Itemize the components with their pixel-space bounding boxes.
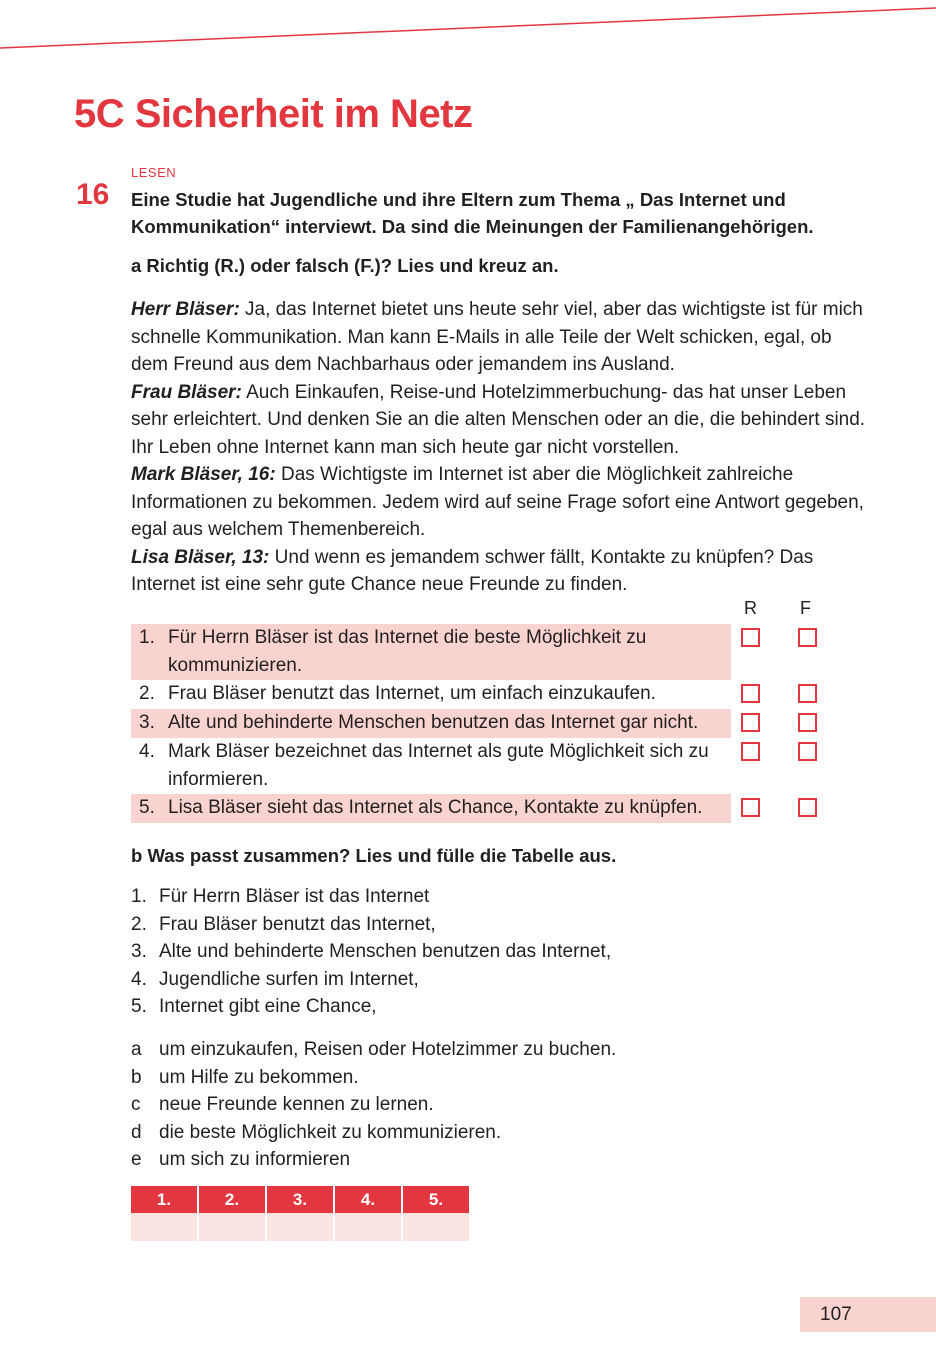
- statement-row: [131, 624, 831, 680]
- item-text: Internet gibt eine Chance,: [159, 996, 377, 1017]
- checkbox-richtig[interactable]: [741, 713, 760, 732]
- statement-row: [131, 680, 831, 709]
- top-rule-line: [0, 0, 936, 60]
- list-item: [131, 1036, 616, 1064]
- item-label: c: [131, 1094, 141, 1115]
- item-label: 2.: [131, 913, 147, 935]
- chapter-title: 5C Sicherheit im Netz: [74, 92, 473, 136]
- item-text: Frau Bläser benutzt das Internet,: [159, 913, 436, 935]
- speaker-label: Frau Bläser:: [131, 381, 242, 403]
- answer-table-header: 4.: [334, 1186, 402, 1213]
- item-text: neue Freunde kennen zu lernen.: [159, 1094, 434, 1115]
- answer-cell[interactable]: [402, 1213, 470, 1241]
- statement-content: Frau Bläser benutzt das Internet, um einfach einzukaufen.: [168, 683, 656, 704]
- answer-table-header: 1.: [131, 1186, 198, 1213]
- statement-text: [131, 624, 723, 680]
- item-text: Für Herrn Bläser ist das Internet: [159, 886, 430, 907]
- statement-number: 1.: [139, 627, 155, 648]
- task-b-instruction: b Was passt zusammen? Lies und fülle die Tabelle aus.: [131, 845, 617, 866]
- list-item: [131, 1064, 616, 1092]
- answer-table-header-row: [131, 1186, 470, 1213]
- exercise-number: 16: [76, 178, 110, 211]
- statement-text: [131, 680, 723, 708]
- column-header-richtig: R: [744, 598, 757, 618]
- task-a-instruction: a Richtig (R.) oder falsch (F.)? Lies und kreuz an.: [131, 255, 559, 276]
- speaker-label: Mark Bläser, 16:: [131, 464, 276, 485]
- answer-table-input-row: [131, 1213, 470, 1241]
- checkbox-richtig[interactable]: [741, 684, 760, 703]
- answer-cell[interactable]: [266, 1213, 334, 1241]
- list-item: [131, 1119, 616, 1147]
- speaker-text: Auch Einkaufen, Reise-und Hotelzimmerbuchung- das hat unser Leben sehr erleichtert. Und denken Sie an die alten Menschen oder an die, die behindert sind. Ihr Leben ohne Internet kann man sich heute gar nicht vorstellen.: [131, 381, 866, 458]
- checkbox-falsch[interactable]: [798, 684, 817, 703]
- reading-text: [131, 296, 871, 599]
- item-label: a: [131, 1039, 142, 1060]
- statement-content: Alte und behinderte Menschen benutzen das Internet gar nicht.: [168, 712, 699, 733]
- statement-row: [131, 794, 831, 823]
- answer-cell[interactable]: [131, 1213, 198, 1241]
- item-label: e: [131, 1149, 142, 1170]
- item-label: b: [131, 1066, 142, 1088]
- speaker-text: Ja, das Internet bietet uns heute sehr viel, aber das wichtigste ist für mich schnelle Kommunikation. Man kann E-Mails in alle Teile der Welt schicken, egal, ob dem Freund aus dem Nachbarhaus oder jemandem ins Ausland.: [131, 299, 863, 375]
- item-label: 3.: [131, 941, 147, 962]
- sentence-beginnings-list: [131, 883, 611, 1021]
- statement-number: 5.: [139, 797, 155, 818]
- skill-label: LESEN: [131, 165, 177, 180]
- list-item: [131, 883, 611, 911]
- answer-table-header: 3.: [266, 1186, 334, 1213]
- statement-content: Mark Bläser bezeichnet das Internet als gute Möglichkeit sich zu informieren.: [168, 741, 709, 790]
- speaker-label: Herr Bläser:: [131, 299, 240, 320]
- list-item: [131, 993, 611, 1021]
- list-item: [131, 938, 611, 966]
- checkbox-falsch[interactable]: [798, 713, 817, 732]
- list-item: [131, 911, 611, 939]
- speaker-label: Lisa Bläser, 13:: [131, 546, 270, 568]
- statement-number: 2.: [139, 683, 155, 704]
- statement-list: [131, 624, 831, 823]
- item-label: d: [131, 1121, 142, 1143]
- page-number: 107: [800, 1297, 936, 1332]
- statement-row: [131, 709, 831, 738]
- item-text: um einzukaufen, Reisen oder Hotelzimmer zu buchen.: [159, 1039, 617, 1060]
- statement-content: Für Herrn Bläser ist das Internet die beste Möglichkeit zu kommunizieren.: [168, 627, 647, 676]
- speaker-text: Das Wichtigste im Internet ist aber die Möglichkeit zahlreiche Informationen zu bekommen. Jedem wird auf seine Frage sofort eine Antwort gegeben, egal aus welchem Themenbereich.: [131, 464, 864, 540]
- item-text: um sich zu informieren: [159, 1149, 351, 1170]
- column-header-falsch: F: [800, 598, 811, 618]
- statement-row: [131, 738, 831, 794]
- statement-content: Lisa Bläser sieht das Internet als Chance, Kontakte zu knüpfen.: [168, 797, 703, 818]
- answer-cell[interactable]: [198, 1213, 266, 1241]
- speaker-text: Und wenn es jemandem schwer fällt, Kontakte zu knüpfen? Das Internet ist eine sehr gute Chance neue Freunde zu finden.: [131, 546, 814, 595]
- checkbox-falsch[interactable]: [798, 798, 817, 817]
- statement-number: 4.: [139, 741, 155, 762]
- item-label: 1.: [131, 886, 147, 907]
- item-label: 4.: [131, 968, 147, 990]
- item-text: die beste Möglichkeit zu kommunizieren.: [159, 1121, 502, 1143]
- statement-text: [131, 794, 723, 822]
- answer-table-header: 5.: [402, 1186, 470, 1213]
- list-item: [131, 1146, 616, 1174]
- statement-number: 3.: [139, 712, 155, 733]
- checkbox-falsch[interactable]: [798, 742, 817, 761]
- statement-text: [131, 738, 723, 794]
- checkbox-falsch[interactable]: [798, 628, 817, 647]
- checkbox-richtig[interactable]: [741, 628, 760, 647]
- exercise-intro: Eine Studie hat Jugendliche und ihre Eltern zum Thema „ Das Internet und Kommunikation“ interviewt. Da sind die Meinungen der Familienangehörigen.: [131, 189, 814, 237]
- list-item: [131, 966, 611, 994]
- checkbox-richtig[interactable]: [741, 798, 760, 817]
- checkbox-richtig[interactable]: [741, 742, 760, 761]
- answer-table: [131, 1186, 471, 1241]
- item-text: Jugendliche surfen im Internet,: [159, 968, 419, 990]
- item-text: Alte und behinderte Menschen benutzen das Internet,: [159, 941, 612, 962]
- list-item: [131, 1091, 616, 1119]
- sentence-endings-list: [131, 1036, 616, 1174]
- item-label: 5.: [131, 996, 147, 1017]
- answer-table-header: 2.: [198, 1186, 266, 1213]
- answer-cell[interactable]: [334, 1213, 402, 1241]
- item-text: um Hilfe zu bekommen.: [159, 1066, 359, 1088]
- statement-text: [131, 709, 723, 737]
